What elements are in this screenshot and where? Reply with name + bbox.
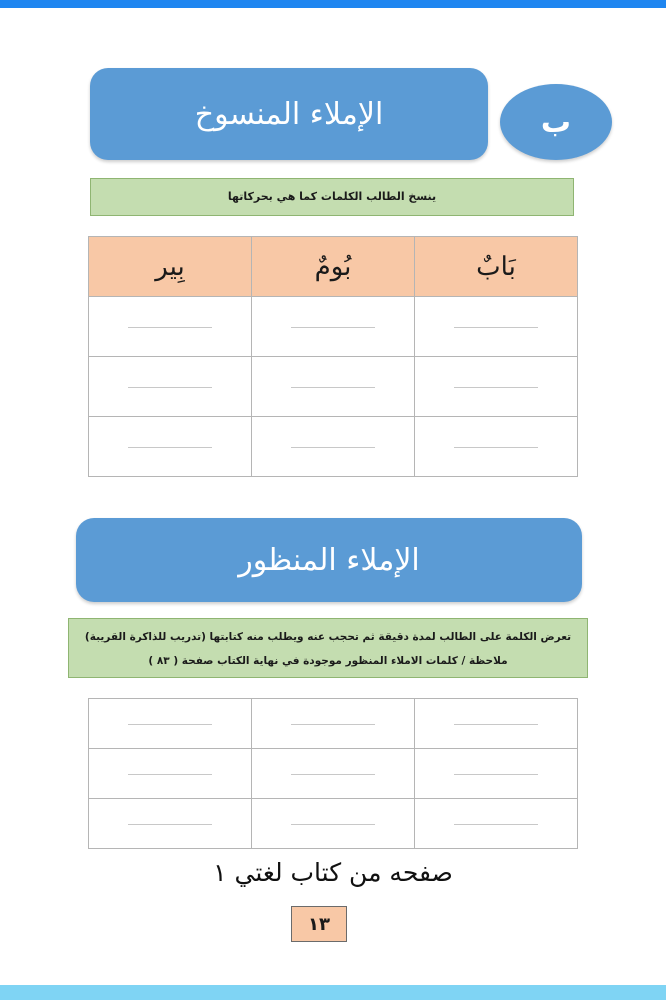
writing-cell[interactable]	[252, 297, 415, 357]
word-cell-2: بُومٌ	[252, 237, 415, 297]
word-header-row	[89, 237, 578, 297]
page-number-text: ١٣	[308, 913, 330, 935]
writing-cell[interactable]	[415, 417, 578, 477]
writing-cell[interactable]	[415, 749, 578, 799]
word-cell-3: بِير	[89, 237, 252, 297]
writing-cell[interactable]	[252, 699, 415, 749]
writing-cell[interactable]	[252, 799, 415, 849]
writing-cell[interactable]	[252, 749, 415, 799]
writing-cell[interactable]	[89, 357, 252, 417]
top-border-bar	[0, 0, 666, 8]
writing-cell[interactable]	[89, 799, 252, 849]
copied-dictation-instruction-text: ينسخ الطالب الكلمات كما هي بحركاتها	[227, 190, 437, 203]
visual-dictation-instruction-line1: تعرض الكلمة على الطالب لمدة دقيقة ثم تحجب عنه ويطلب منه كتابتها (تدريب للذاكرة القريبة)	[84, 631, 572, 643]
letter-badge	[500, 84, 612, 160]
writing-cell[interactable]	[89, 417, 252, 477]
copied-dictation-table	[88, 236, 578, 477]
writing-cell[interactable]	[415, 297, 578, 357]
writing-cell[interactable]	[252, 417, 415, 477]
page-number-badge	[291, 906, 347, 942]
writing-cell[interactable]	[415, 357, 578, 417]
writing-row	[89, 357, 578, 417]
visual-dictation-title	[76, 518, 582, 602]
writing-row	[89, 417, 578, 477]
copied-dictation-instruction	[90, 178, 574, 216]
visual-dictation-instruction-line2: ملاحظة / كلمات الاملاء المنظور موجودة في نهاية الكتاب صفحة ( ٨٣ )	[148, 655, 508, 667]
writing-row	[89, 699, 578, 749]
word-cell-1: بَابٌ	[415, 237, 578, 297]
visual-dictation-instruction	[68, 618, 588, 678]
writing-row	[89, 297, 578, 357]
writing-row	[89, 799, 578, 849]
bottom-border-bar	[0, 985, 666, 1000]
letter-badge-text: ب	[540, 104, 572, 140]
visual-dictation-table	[88, 698, 578, 849]
writing-cell[interactable]	[415, 799, 578, 849]
writing-row	[89, 749, 578, 799]
writing-cell[interactable]	[89, 699, 252, 749]
writing-cell[interactable]	[252, 357, 415, 417]
source-caption: صفحه من كتاب لغتي ١	[213, 858, 453, 887]
writing-cell[interactable]	[415, 699, 578, 749]
writing-cell[interactable]	[89, 297, 252, 357]
copied-dictation-title	[90, 68, 488, 160]
writing-cell[interactable]	[89, 749, 252, 799]
visual-dictation-title-text: الإملاء المنظور	[238, 542, 420, 578]
copied-dictation-title-text: الإملاء المنسوخ	[194, 96, 384, 132]
